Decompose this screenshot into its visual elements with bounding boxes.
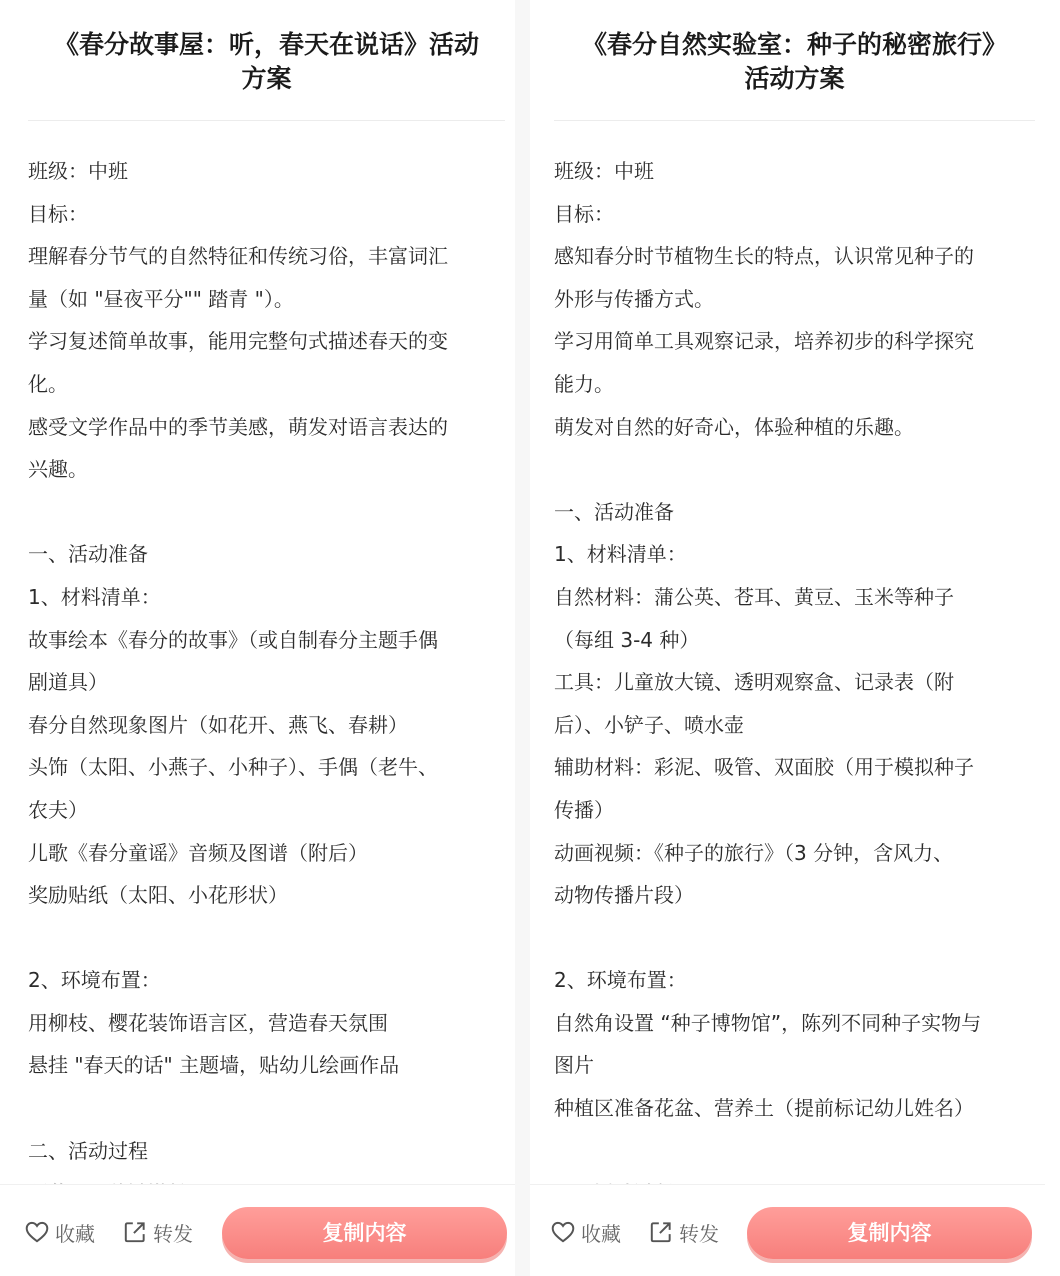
- article-body: [554, 150, 1037, 1215]
- body-line: 后）、小铲子、喷水壶: [554, 712, 744, 737]
- body-line: [28, 917, 507, 960]
- body-line: [554, 1130, 1037, 1173]
- body-line: 量（如 "昼夜平分"" 踏青 "）。: [28, 286, 294, 311]
- body-line: 1、材料清单：: [554, 542, 687, 567]
- body-line: 能力。: [554, 371, 614, 396]
- body-line: 动物传播片段）: [554, 883, 694, 908]
- body-line: 奖励贴纸（太阳、小花形状）: [28, 883, 288, 908]
- title-line: 活动方案: [744, 64, 845, 93]
- body-line: 班级：中班: [554, 159, 654, 183]
- body-line: 用柳枝、樱花装饰语言区，营造春天氛围: [28, 1010, 388, 1035]
- body-line: 化。: [28, 371, 68, 396]
- share-label: 转发: [153, 1221, 193, 1246]
- body-line: 目标：: [554, 201, 614, 226]
- body-line: 故事绘本《春分的故事》（或自制春分主题手偶: [28, 627, 438, 652]
- body-line: 学习用简单工具观察记录，培养初步的科学探究: [554, 329, 974, 354]
- article-body: [28, 150, 507, 1215]
- body-line: （每组 3-4 种）: [554, 627, 700, 652]
- body-line: 一、活动准备: [28, 542, 148, 567]
- body-line: [554, 917, 1037, 960]
- share-arrow-icon: [122, 1219, 148, 1245]
- body-line: 悬挂 "春天的话" 主题墙，贴幼儿绘画作品: [28, 1053, 400, 1078]
- right-article-panel: [530, 0, 1045, 1276]
- title-line: 方案: [241, 64, 292, 93]
- heart-outline-icon: [550, 1219, 576, 1245]
- body-line: 学习复述简单故事，能用完整句式描述春天的变: [28, 329, 448, 354]
- body-line: 传播）: [554, 797, 614, 822]
- body-line: 儿歌《春分童谣》音频及图谱（附后）: [28, 840, 368, 865]
- bottom-action-bar: [530, 1184, 1045, 1276]
- favorite-button[interactable]: [24, 1217, 95, 1247]
- body-line: [28, 491, 507, 534]
- body-line: [28, 1087, 507, 1130]
- body-line: 剧道具）: [28, 670, 108, 695]
- body-line: 感知春分时节植物生长的特点，认识常见种子的: [554, 244, 974, 269]
- article-title: [554, 28, 1035, 96]
- panel-gap: [515, 0, 530, 1276]
- body-line: 辅助材料：彩泥、吸管、双面胶（用于模拟种子: [554, 755, 974, 780]
- body-line: 一、活动准备: [554, 499, 674, 524]
- copy-content-button[interactable]: 复制内容: [222, 1207, 507, 1259]
- body-line: 农夫）: [28, 797, 88, 822]
- title-divider: [554, 120, 1035, 121]
- body-line: 二、活动过程: [28, 1138, 148, 1163]
- body-line: 外形与传播方式。: [554, 286, 714, 311]
- body-line: 自然材料：蒲公英、苍耳、黄豆、玉米等种子: [554, 584, 954, 609]
- share-arrow-icon: [648, 1219, 674, 1245]
- body-line: 2、环境布置：: [28, 968, 161, 993]
- body-line: 1、材料清单：: [28, 584, 161, 609]
- bottom-action-bar: [0, 1184, 515, 1276]
- share-button[interactable]: [122, 1217, 193, 1247]
- favorite-label: 收藏: [55, 1221, 95, 1246]
- copy-content-button[interactable]: 复制内容: [747, 1207, 1032, 1259]
- body-line: [554, 448, 1037, 491]
- body-line: 自然角设置 “种子博物馆”，陈列不同种子实物与: [554, 1010, 982, 1035]
- body-line: 图片: [554, 1053, 594, 1078]
- body-line: 动画视频：《种子的旅行》（3 分钟，含风力、: [554, 840, 954, 865]
- body-line: 头饰（太阳、小燕子、小种子）、手偶（老牛、: [28, 755, 438, 780]
- body-line: 萌发对自然的好奇心，体验种植的乐趣。: [554, 414, 914, 439]
- favorite-button[interactable]: [550, 1217, 621, 1247]
- left-article-panel: [0, 0, 515, 1276]
- article-title: [28, 28, 505, 96]
- body-line: 目标：: [28, 201, 88, 226]
- body-line: 兴趣。: [28, 457, 88, 482]
- share-button[interactable]: [648, 1217, 719, 1247]
- body-line: 感受文学作品中的季节美感，萌发对语言表达的: [28, 414, 448, 439]
- body-line: 2、环境布置：: [554, 968, 687, 993]
- title-line: 《春分自然实验室：种子的秘密旅行》: [581, 30, 1007, 59]
- body-line: 春分自然现象图片（如花开、燕飞、春耕）: [28, 712, 408, 737]
- title-divider: [28, 120, 505, 121]
- body-line: 班级：中班: [28, 159, 128, 183]
- body-line: 理解春分节气的自然特征和传统习俗，丰富词汇: [28, 244, 448, 269]
- body-line: 工具：儿童放大镜、透明观察盒、记录表（附: [554, 670, 954, 695]
- body-line: 种植区准备花盆、营养土（提前标记幼儿姓名）: [554, 1096, 974, 1121]
- heart-outline-icon: [24, 1219, 50, 1245]
- title-line: 《春分故事屋：听，春天在说话》活动: [53, 30, 479, 59]
- favorite-label: 收藏: [581, 1221, 621, 1246]
- share-label: 转发: [679, 1221, 719, 1246]
